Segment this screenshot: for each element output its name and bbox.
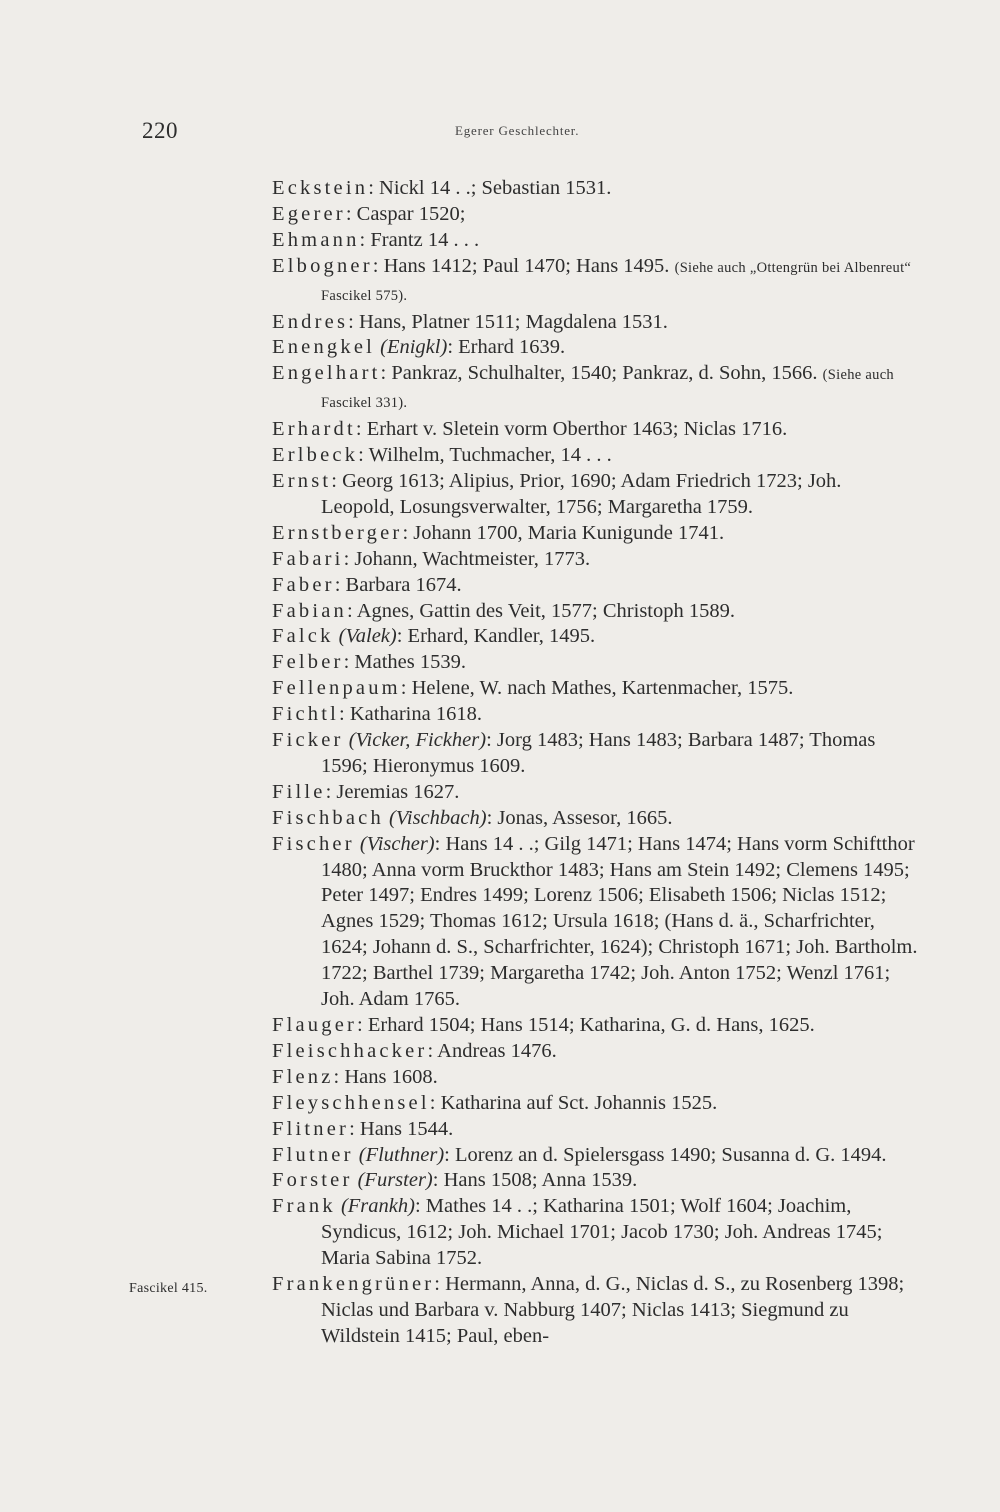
entry-text: Katharina 1618. xyxy=(349,703,482,726)
entry-text: Katharina auf Sct. Johannis 1525. xyxy=(440,1091,718,1114)
surname-entry xyxy=(272,780,918,806)
entry-text: Nickl 14 . .; Sebastian 1531. xyxy=(379,177,612,199)
surname-variant: (Vischbach) xyxy=(389,806,487,829)
surname-entry xyxy=(272,573,918,599)
surname-entry-list xyxy=(129,176,918,1350)
separator: : xyxy=(349,1117,360,1140)
surname-entry xyxy=(272,728,918,780)
entry-text: Georg 1613; Alipius, Prior, 1690; Adam Friedrich 1723; Joh. Leopold, Losungsverwalter, 1756; Margaretha 1759. xyxy=(321,469,842,518)
entry-text: Hans 1508; Anna 1539. xyxy=(443,1169,638,1192)
surname: Erhardt xyxy=(272,418,356,441)
surname: Fille xyxy=(272,780,326,803)
entry-text: Hermann, Anna, d. G., Niclas d. S., zu Rosenberg 1398; Niclas und Barbara v. Nabburg 1407; Niclas 1413; Siegmund zu Wildstein 1415; Paul, eben- xyxy=(321,1273,905,1347)
separator: : xyxy=(427,1039,438,1062)
surname-entry xyxy=(272,806,918,832)
surname: Eckstein xyxy=(272,177,369,199)
surname-entry xyxy=(272,228,918,254)
separator: : xyxy=(355,418,367,441)
surname: Fischer xyxy=(272,832,355,855)
surname-entry xyxy=(272,310,918,336)
separator: : xyxy=(358,444,369,467)
surname-entry xyxy=(272,1194,918,1272)
entry-text: Helene, W. nach Mathes, Kartenmacher, 1575. xyxy=(411,677,794,700)
entry-text: Erhart v. Sletein vorm Oberthor 1463; Niclas 1716. xyxy=(366,418,788,441)
surname-entry xyxy=(129,1272,918,1350)
surname-entry xyxy=(272,361,918,417)
entry-text: Pankraz, Schulhalter, 1540; Pankraz, d. Sohn, 1566. xyxy=(391,362,823,385)
separator: : xyxy=(325,780,337,803)
separator: : xyxy=(380,362,392,385)
separator: : xyxy=(347,599,357,622)
surname-entry xyxy=(272,599,918,625)
surname-entry xyxy=(272,469,918,521)
surname: Elbogner xyxy=(272,254,373,277)
surname-entry xyxy=(272,335,918,361)
surname: Enengkel xyxy=(272,336,376,359)
separator: : xyxy=(414,1195,426,1218)
surname-entry xyxy=(272,443,918,469)
surname: Fabari xyxy=(272,547,344,570)
separator: : xyxy=(343,547,355,570)
surname-entry xyxy=(272,702,918,728)
entry-text: Mathes 1539. xyxy=(354,651,467,674)
separator: : xyxy=(339,703,350,726)
separator: : xyxy=(429,1091,441,1114)
entry-text: Erhard 1639. xyxy=(458,336,566,359)
surname-variant: (Enigkl) xyxy=(380,336,448,359)
surname-entry xyxy=(272,676,918,702)
surname: Engelhart xyxy=(272,362,381,385)
separator: : xyxy=(343,651,355,674)
surname-entry xyxy=(272,254,918,310)
entry-text: Caspar 1520; xyxy=(356,202,466,225)
surname: Endres xyxy=(272,310,349,333)
surname: Flutner xyxy=(272,1143,354,1166)
surname: Flauger xyxy=(272,1014,358,1036)
entry-text: Barbara 1674. xyxy=(345,573,462,596)
surname: Fleischhacker xyxy=(272,1039,428,1062)
surname-entry xyxy=(272,1013,918,1039)
separator: : xyxy=(396,625,408,648)
entry-text: Johann, Wachtmeister, 1773. xyxy=(354,547,591,570)
surname-entry xyxy=(272,1091,918,1117)
entry-text: Agnes, Gattin des Veit, 1577; Christoph 1589. xyxy=(356,599,735,622)
separator: : xyxy=(447,336,459,359)
surname-entry xyxy=(272,176,918,202)
entry-text: Jonas, Assesor, 1665. xyxy=(497,806,673,829)
surname: Felber xyxy=(272,651,344,674)
surname-entry xyxy=(272,1117,918,1143)
separator: : xyxy=(486,729,497,752)
surname-variant: (Frankh) xyxy=(340,1195,415,1218)
separator: : xyxy=(359,228,371,251)
surname: Falck xyxy=(272,625,334,648)
entry-text: Hans 1412; Paul 1470; Hans 1495. xyxy=(383,254,675,277)
surname: Egerer xyxy=(272,202,346,225)
entry-text: Johann 1700, Maria Kunigunde 1741. xyxy=(413,521,725,544)
surname-entry xyxy=(272,417,918,443)
separator: : xyxy=(357,1014,368,1036)
surname-entry xyxy=(272,547,918,573)
surname: Fichtl xyxy=(272,703,340,726)
separator: : xyxy=(333,1065,345,1088)
surname: Fabian xyxy=(272,599,347,622)
entry-text: Jorg 1483; Hans 1483; Barbara 1487; Thomas 1596; Hieronymus 1609. xyxy=(321,729,876,777)
entry-text: Hans, Platner 1511; Magdalena 1531. xyxy=(358,310,668,333)
entry-text: Frantz 14 . . . xyxy=(370,228,480,251)
surname: Ficker xyxy=(272,729,344,752)
entry-text: Erhard 1504; Hans 1514; Katharina, G. d. Hans, 1625. xyxy=(367,1014,815,1036)
surname-variant: (Vicker, Fickher) xyxy=(348,729,487,752)
separator: : xyxy=(400,677,412,700)
entry-text: Mathes 14 . .; Katharina 1501; Wolf 1604; Joachim, Syndicus, 1612; Joh. Michael 1701; Jacob 1730; Joh. Andreas 1745; Maria Sabina 1752. xyxy=(321,1195,883,1270)
cross-reference-note: (Siehe auch „Ottengrün bei Albenreut“ Fascikel 575). xyxy=(321,259,912,304)
surname-variant: (Valek) xyxy=(338,625,397,648)
entry-text: Lorenz an d. Spielersgass 1490; Susanna d. G. 1494. xyxy=(454,1143,887,1166)
cross-reference-note: (Siehe auch Fascikel 331). xyxy=(321,367,894,412)
entry-text: Hans 1544. xyxy=(359,1117,454,1140)
surname: Frankengrüner xyxy=(272,1273,435,1296)
surname: Ernstberger xyxy=(272,521,403,544)
surname: Fellenpaum xyxy=(272,677,401,700)
surname-entry xyxy=(272,624,918,650)
separator: : xyxy=(434,832,446,855)
surname: Faber xyxy=(272,573,335,596)
surname: Erlbeck xyxy=(272,444,359,467)
entry-text: Jeremias 1627. xyxy=(336,780,460,803)
separator: : xyxy=(444,1143,455,1166)
entry-text: Erhard, Kandler, 1495. xyxy=(407,625,596,648)
surname-entry xyxy=(272,1039,918,1065)
surname-variant: (Vischer) xyxy=(359,832,435,855)
separator: : xyxy=(331,469,343,492)
surname: Flenz xyxy=(272,1065,334,1088)
surname-variant: (Fluthner) xyxy=(358,1143,445,1166)
page-number: 220 xyxy=(142,118,178,143)
entry-text: Andreas 1476. xyxy=(437,1039,557,1062)
surname-entry xyxy=(272,650,918,676)
surname-entry xyxy=(272,832,918,1013)
entry-text: Hans 1608. xyxy=(344,1065,438,1088)
surname: Frank xyxy=(272,1195,336,1218)
entry-text: Hans 14 . .; Gilg 1471; Hans 1474; Hans vorm Schiftthor 1480; Anna vorm Bruckthor 1483; Hans am Stein 1492; Clemens 1495; Peter 1497; Endres 1499; Lorenz 1506; Elisabeth 1506; Niclas 1512; Agnes 1529; Thomas 1612; Ursula 1618; (Hans d. ä., Scharfrichter, 1624; Johann d. S., Scharfrichter, 1624); Christoph 1671; Joh. Bartholm. 1722; Barthel 1739; Margaretha 1742; Joh. Anton 1752; Wenzl 1761; Joh. Adam 1765. xyxy=(321,832,918,1011)
surname-entry xyxy=(272,1065,918,1091)
surname: Fischbach xyxy=(272,806,384,829)
separator: : xyxy=(334,573,346,596)
surname-entry xyxy=(272,202,918,228)
separator: : xyxy=(432,1169,444,1192)
separator: : xyxy=(348,310,359,333)
running-title: Egerer Geschlechter. xyxy=(455,123,580,138)
margin-note: Fascikel 415. xyxy=(129,1281,208,1297)
separator: : xyxy=(402,521,414,544)
surname: Ehmann xyxy=(272,228,360,251)
separator: : xyxy=(372,254,384,277)
separator: : xyxy=(345,202,357,225)
entry-text: Wilhelm, Tuchmacher, 14 . . . xyxy=(368,444,612,467)
separator: : xyxy=(368,177,380,199)
surname: Forster xyxy=(272,1169,353,1192)
separator: : xyxy=(486,806,498,829)
surname: Flitner xyxy=(272,1117,350,1140)
separator: : xyxy=(434,1273,446,1296)
surname: Ernst xyxy=(272,469,332,492)
surname-variant: (Furster) xyxy=(357,1169,433,1192)
surname-entry xyxy=(272,521,918,547)
surname: Fleyschhensel xyxy=(272,1091,430,1114)
surname-entry xyxy=(272,1168,918,1194)
surname-entry xyxy=(272,1143,918,1169)
